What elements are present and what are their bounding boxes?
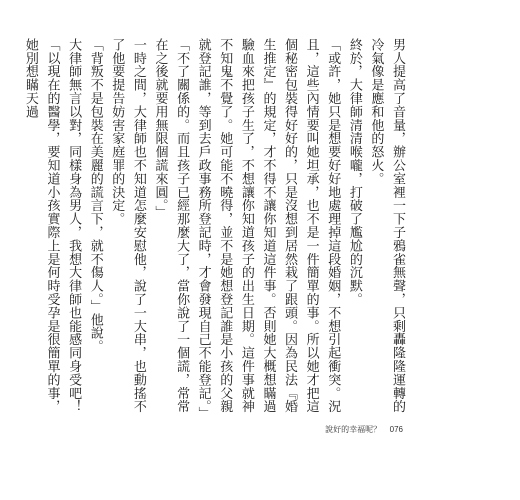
paragraph: 一時之間，大律師也不知道怎麼安慰他，說了一大串，也動搖不了他要提告妨害家庭罪的決定。 <box>109 38 146 414</box>
paragraph: 「以現在的醫學，要知道小孩實際上是何時受孕是很簡單的事，她別想瞞天過 <box>22 38 60 414</box>
paragraph: 終於，大律師清清喉嚨，打破了尷尬的沉默。 <box>346 38 362 306</box>
paragraph: 「不了關係的。而且孩子已經那麼大了，當你說了一個謊，常常在之後就要用無限個謊來圓。」 <box>152 38 190 414</box>
vertical-text-body <box>19 38 408 424</box>
paragraph: 大律師無言以對，同樣身為男人，我想大律師也能感同身受吧！ <box>66 38 82 414</box>
paragraph: 「或許，她只是想要好好地處理掉這段婚姻，不想引起衝突。況且，這些內情要叫她坦承，也不是一件簡單的事。所以她才把這個秘密包裝得好好的，只是沒想到居然栽了跟頭。因為民法『婚生推定』的規定，才不得不讓你知道這件事。否則她大概想瞞過驗血來把孩子生了，不想讓你知道孩子的出生日期。這件事就神不知鬼不覺了。她可能不曉得，並不是她想登記誰是小孩的父親就登記誰，等到去戶政事務所登記時，才會發現自己不能登記。」 <box>195 38 341 421</box>
page-number: 076 <box>389 425 403 434</box>
page-footer <box>325 424 403 435</box>
paragraph: 「背叛不是包裝在美麗的謊言下，就不傷人。」他說。 <box>87 38 103 354</box>
paragraph: 男人提高了音量，辦公室裡一下子鴉雀無聲，只剩轟隆隆運轉的冷氣像是應和他的怒火。 <box>368 38 405 414</box>
running-head: 說好的幸福呢？ <box>325 425 382 434</box>
